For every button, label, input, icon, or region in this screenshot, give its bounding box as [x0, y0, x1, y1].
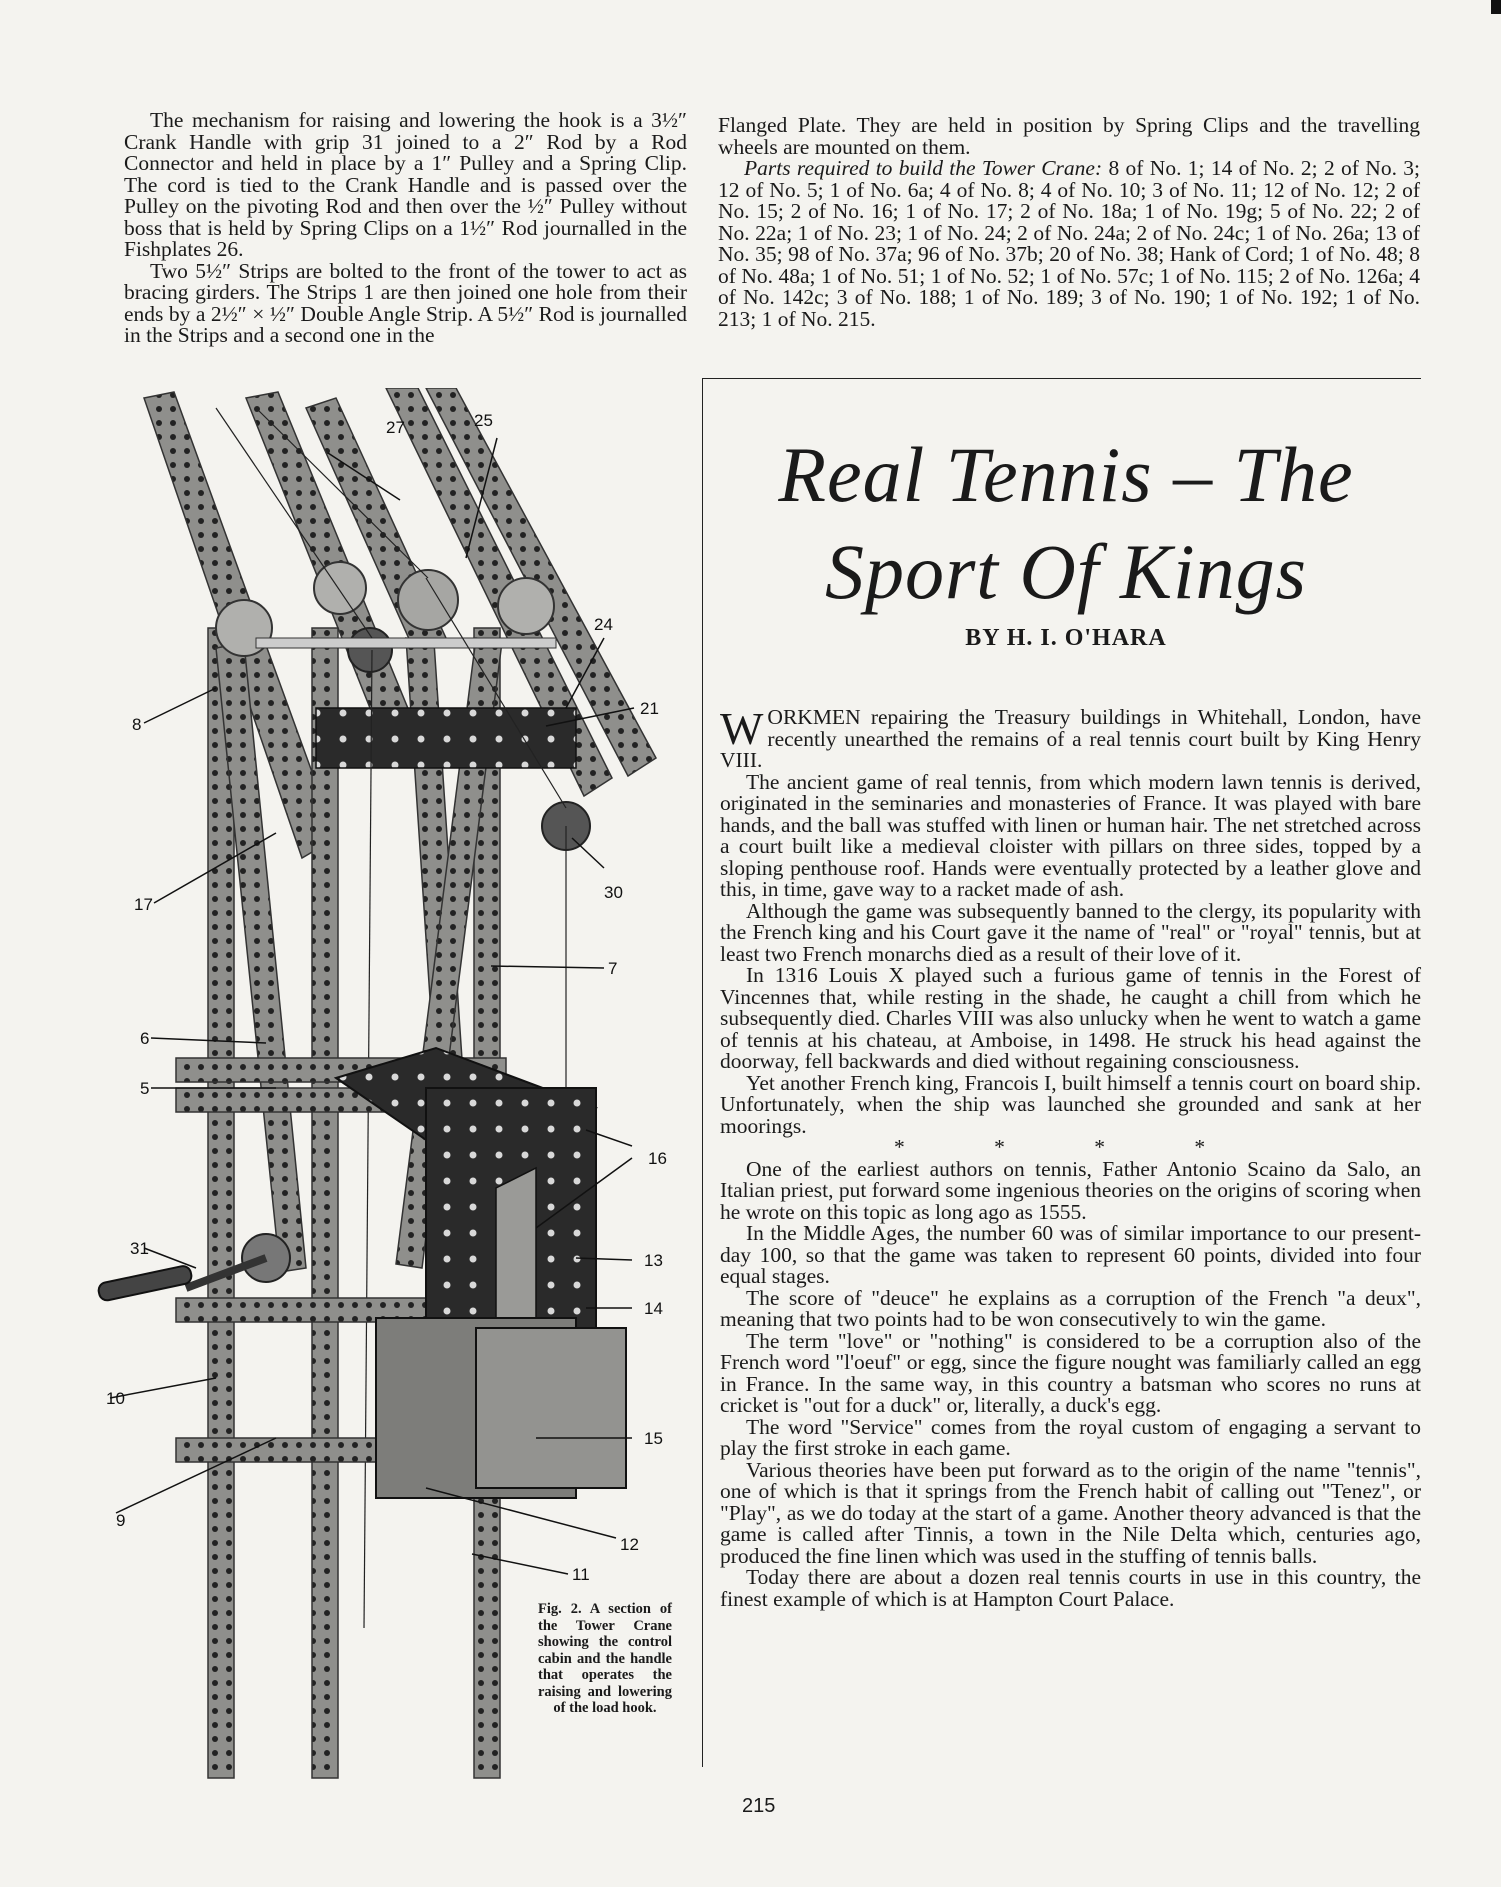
crank-handle [97, 1234, 290, 1302]
article-paragraph-5: Yet another French king, Francois I, built himself a tennis court on board ship. Unfortunately, when the ship was launched she grounded and sank at her moorings. [720, 1070, 1421, 1138]
article-paragraph-3: Although the game was subsequently banned to the clergy, its popularity with the French king and his Court gave it the name of "real" or "royal" tennis, but at least two French monarchs died as a result of their love of it. [720, 898, 1421, 966]
article-paragraph-4: In 1316 Louis X played such a furious game of tennis in the Forest of Vincennes that, while resting in the shade, he caught a chill from which he subsequently died. Charles VIII was also unlucky when he went to watch a game of tennis at his chateau, at Amboise, in 1498. He struck his head against the doorway, fell backwards and died without regaining consciousness. [720, 963, 1421, 1073]
article-paragraph-6: One of the earliest authors on tennis, Father Antonio Scaino da Salo, an Italian priest, put forward some ingenious theories on the origins of scoring when he wrote on this topic as long ago as 1555. [720, 1156, 1421, 1224]
intro-right-paragraph-1: Flanged Plate. They are held in position by Spring Clips and the travelling wheels are mounted on them. [718, 113, 1420, 159]
parts-list-label: Parts required to build the Tower Crane: [744, 156, 1103, 180]
label-15: 15 [644, 1429, 663, 1448]
label-13: 13 [644, 1251, 663, 1270]
label-30: 30 [604, 883, 623, 902]
article-title-line-2: Sport Of Kings [824, 528, 1308, 615]
article-body [720, 703, 1421, 1611]
article-paragraph-12: Today there are about a dozen real tennis courts in use in this country, the finest example of which is at Hampton Court Palace. [720, 1565, 1421, 1611]
article-paragraph-7: In the Middle Ages, the number 60 was of similar importance to our present-day 100, so that the game was taken to represent 60 points, divided into four equal stages. [720, 1221, 1421, 1288]
article-paragraph-10: The word "Service" comes from the royal custom of engaging a servant to play the first stroke in each game. [720, 1414, 1421, 1460]
article-paragraph-11: Various theories have been put forward as to the origin of the name "tennis", one of which is that it springs from the French habit of calling out "Tenez", or "Play", as we do today at the start of a game. Another theory advanced is that the game is called after Tinnis, a town in the Nile Delta which, centuries ago, produced the fine linen which was used in the stuffing of tennis balls. [720, 1457, 1421, 1568]
label-16: 16 [648, 1149, 667, 1168]
label-5: 5 [140, 1079, 150, 1098]
label-21: 21 [640, 699, 659, 718]
label-17: 17 [134, 895, 153, 914]
label-7: 7 [608, 959, 618, 978]
label-11: 11 [572, 1565, 590, 1584]
crane-figure [96, 388, 698, 1788]
article-title-line-1: Real Tennis – The [778, 431, 1354, 518]
article-paragraph-1-text: ORKMEN repairing the Treasury buildings in Whitehall, London, have recently unearthed the remains of a real tennis court built by King Henry VIII. [720, 705, 1421, 772]
article-byline: BY H. I. O'HARA [965, 625, 1167, 651]
section-break-stars: * * * * [893, 1135, 1248, 1159]
intro-right-column [718, 115, 1420, 330]
parts-list-paragraph [718, 158, 1420, 330]
article-paragraph-1 [720, 703, 1421, 772]
section-rule-vertical [702, 378, 703, 1767]
parts-list: 8 of No. 1; 14 of No. 2; 2 of No. 3; 12 of No. 5; 1 of No. 6a; 4 of No. 8; 4 of No. 10; 3 of No. 11; 12 of No. 12; 2 of No. 15; 2 of No. 16; 1 of No. 17; 2 of No. 18a; 1 of No. 19g; 5 of No. 22; 2 of No. 22a; 1 of No. 23; 1 of No. 24; 2 of No. 24a; 2 of No. 24c; 1 of No. 26a; 13 of No. 35; 98 of No. 37a; 96 of No. 37b; 20 of No. 38; Hank of Cord; 1 of No. 48; 8 of No. 48a; 1 of No. 51; 1 of No. 52; 1 of No. 57c; 1 of No. 115; 2 of No. 126a; 4 of No. 142c; 3 of No. 188; 1 of No. 189; 3 of No. 190; 1 of No. 192; 1 of No. 213; 1 of No. 215. [718, 156, 1420, 331]
label-14: 14 [644, 1299, 663, 1318]
article-paragraph-8: The score of "deuce" he explains as a corruption of the French "a deux", meaning that two points had to be won consecutively to win the game. [720, 1285, 1421, 1331]
label-25: 25 [474, 411, 493, 430]
page-number: 215 [742, 1795, 776, 1817]
label-31: 31 [130, 1239, 149, 1258]
intro-left-column [124, 110, 687, 347]
corner-mark [1491, 0, 1501, 14]
label-12: 12 [620, 1535, 639, 1554]
control-cabin [336, 1048, 626, 1498]
label-27: 27 [386, 418, 405, 437]
intro-left-paragraph-2: Two 5½″ Strips are bolted to the front of the tower to act as bracing girders. The Strips 1 are then joined one hole from their ends by a 2½″ × ½″ Double Angle Strip. A 5½″ Rod is journalled in the Strips and a second one in the [124, 258, 687, 347]
article-paragraph-2: The ancient game of real tennis, from which modern lawn tennis is derived, originated in the seminaries and monasteries of France. It was played with bare hands, and the ball was stuffed with linen or human hair. The net stretched across a court built like a medieval cloister with pillars on three sides, topped by a sloping penthouse roof. Hands were eventually protected by a leather glove and this, in time, gave way to a racket made of ash. [720, 769, 1421, 901]
figure-caption: Fig. 2. A section of the Tower Crane showing the control cabin and the handle that operates the raising and lowering of the load hook. [538, 1601, 672, 1716]
crane-illustration [96, 388, 698, 1788]
label-24: 24 [594, 615, 613, 634]
intro-left-paragraph-1: The mechanism for raising and lowering the hook is a 3½″ Crank Handle with grip 31 joined to a 2″ Rod by a Rod Connector and held in place by a 1″ Pulley and a Spring Clip. The cord is tied to the Crank Handle and is passed over the Pulley on the pivoting Rod and then over the ½″ Pulley without boss that is held by Spring Clips on a 1½″ Rod journalled in the Fishplates 26. [124, 108, 687, 261]
label-9: 9 [116, 1511, 126, 1530]
drop-cap: W [720, 703, 764, 754]
label-6: 6 [140, 1029, 150, 1048]
section-rule-horizontal [703, 378, 1421, 379]
article-paragraph-9: The term "love" or "nothing" is considered to be a corruption also of the French word "l'oeuf" or egg, since the figure nought was familiarly called an egg in France. In the same way, in this country a batsman who scores no runs at cricket is "out for a duck" or, literally, a duck's egg. [720, 1328, 1421, 1417]
label-8: 8 [132, 715, 142, 734]
label-10: 10 [106, 1389, 125, 1408]
